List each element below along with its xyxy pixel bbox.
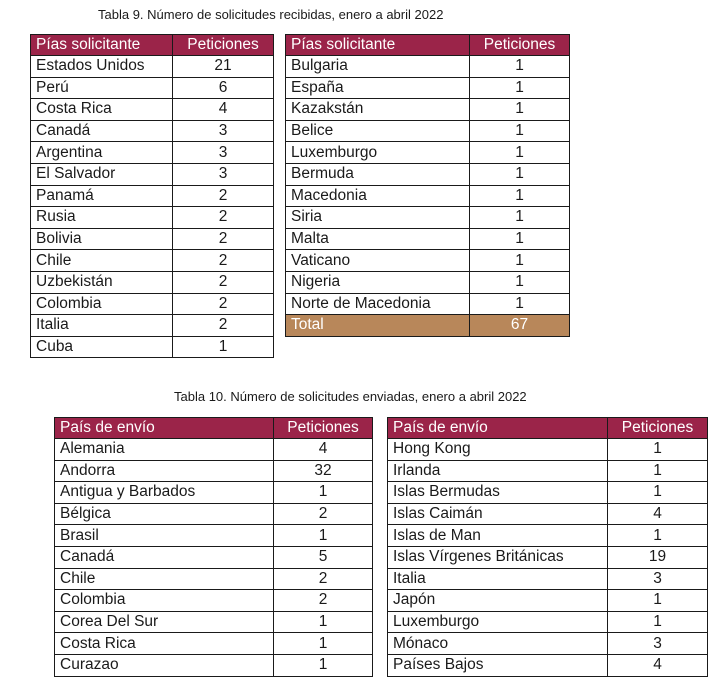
table-row [55, 568, 373, 590]
country-cell: Países Bajos [388, 654, 608, 676]
requests-cell: 21 [173, 56, 274, 78]
table-row [286, 99, 570, 121]
table-row [55, 460, 373, 482]
total-row [286, 315, 570, 337]
country-cell: Islas de Man [388, 525, 608, 547]
table-row [55, 503, 373, 525]
country-cell: Panamá [31, 185, 173, 207]
country-cell: Rusia [31, 207, 173, 229]
table-row [286, 163, 570, 185]
table-row [388, 568, 708, 590]
column-header-requests: Peticiones [274, 418, 373, 439]
country-cell: Uzbekistán [31, 271, 173, 293]
table-row [31, 77, 274, 99]
header-row [286, 35, 570, 56]
requests-cell: 3 [173, 120, 274, 142]
table-row [31, 207, 274, 229]
requests-cell: 1 [274, 654, 373, 676]
table-row [388, 525, 708, 547]
table-row [31, 56, 274, 78]
requests-cell: 1 [470, 185, 570, 207]
requests-cell: 32 [274, 460, 373, 482]
requests-cell: 2 [274, 568, 373, 590]
table-row [286, 250, 570, 272]
requests-cell: 1 [274, 482, 373, 504]
requests-cell: 5 [274, 546, 373, 568]
country-cell: Bolivia [31, 228, 173, 250]
requests-cell: 4 [608, 654, 708, 676]
requests-cell: 1 [274, 611, 373, 633]
requests-cell: 2 [173, 293, 274, 315]
country-cell: Luxemburgo [286, 142, 470, 164]
requests-cell: 1 [470, 271, 570, 293]
country-cell: Andorra [55, 460, 274, 482]
country-cell: Hong Kong [388, 439, 608, 461]
table-row [55, 439, 373, 461]
table-row [55, 482, 373, 504]
table-row [286, 77, 570, 99]
table10-right [387, 417, 708, 677]
table-row [388, 633, 708, 655]
table-row [286, 207, 570, 229]
requests-cell: 2 [274, 590, 373, 612]
requests-cell: 1 [608, 525, 708, 547]
table-row [31, 293, 274, 315]
country-cell: Antigua y Barbados [55, 482, 274, 504]
country-cell: Costa Rica [31, 99, 173, 121]
requests-cell: 3 [608, 633, 708, 655]
requests-cell: 2 [173, 207, 274, 229]
requests-cell: 1 [608, 611, 708, 633]
table-row [286, 120, 570, 142]
table-row [31, 315, 274, 337]
country-cell: Luxemburgo [388, 611, 608, 633]
header-row [388, 418, 708, 439]
country-cell: Islas Bermudas [388, 482, 608, 504]
table-row [31, 271, 274, 293]
country-cell: Curazao [55, 654, 274, 676]
requests-cell: 1 [470, 56, 570, 78]
requests-cell: 4 [608, 503, 708, 525]
column-header-country: País de envío [55, 418, 274, 439]
country-cell: Italia [388, 568, 608, 590]
country-cell: Irlanda [388, 460, 608, 482]
header-row [55, 418, 373, 439]
table-row [31, 142, 274, 164]
table-row [286, 56, 570, 78]
country-cell: Bélgica [55, 503, 274, 525]
country-cell: Japón [388, 590, 608, 612]
country-cell: Alemania [55, 439, 274, 461]
requests-cell: 2 [173, 228, 274, 250]
table-row [55, 633, 373, 655]
country-cell: Argentina [31, 142, 173, 164]
requests-cell: 3 [173, 163, 274, 185]
column-header-country: Pías solicitante [286, 35, 470, 56]
table10-left [54, 417, 373, 677]
country-cell: Canadá [55, 546, 274, 568]
requests-cell: 1 [470, 120, 570, 142]
table-row [388, 503, 708, 525]
requests-cell: 1 [470, 250, 570, 272]
table-row [286, 293, 570, 315]
country-cell: Estados Unidos [31, 56, 173, 78]
country-cell: Bermuda [286, 163, 470, 185]
table-row [286, 142, 570, 164]
requests-cell: 1 [608, 439, 708, 461]
table-row [388, 482, 708, 504]
requests-cell: 1 [608, 590, 708, 612]
table-row [55, 546, 373, 568]
country-cell: Mónaco [388, 633, 608, 655]
column-header-country: País de envío [388, 418, 608, 439]
requests-cell: 2 [173, 250, 274, 272]
table-row [55, 611, 373, 633]
country-cell: El Salvador [31, 163, 173, 185]
requests-cell: 1 [274, 525, 373, 547]
country-cell: Belice [286, 120, 470, 142]
requests-cell: 2 [274, 503, 373, 525]
country-cell: Italia [31, 315, 173, 337]
country-cell: España [286, 77, 470, 99]
column-header-country: Pías solicitante [31, 35, 173, 56]
requests-cell: 1 [470, 293, 570, 315]
country-cell: Kazakstán [286, 99, 470, 121]
column-header-requests: Peticiones [608, 418, 708, 439]
column-header-requests: Peticiones [470, 35, 570, 56]
table-row [286, 228, 570, 250]
table-row [31, 250, 274, 272]
requests-cell: 6 [173, 77, 274, 99]
requests-cell: 19 [608, 546, 708, 568]
requests-cell: 3 [608, 568, 708, 590]
column-header-requests: Peticiones [173, 35, 274, 56]
requests-cell: 3 [173, 142, 274, 164]
table9-caption: Tabla 9. Número de solicitudes recibidas, enero a abril 2022 [98, 7, 444, 22]
table-row [286, 185, 570, 207]
requests-cell: 1 [608, 460, 708, 482]
table-row [55, 590, 373, 612]
table-row [31, 120, 274, 142]
total-label: Total [286, 315, 470, 337]
requests-cell: 2 [173, 271, 274, 293]
country-cell: Colombia [55, 590, 274, 612]
requests-cell: 1 [173, 336, 274, 358]
country-cell: Cuba [31, 336, 173, 358]
table9-right [285, 34, 570, 337]
table-row [388, 460, 708, 482]
table-row [31, 99, 274, 121]
table-row [55, 654, 373, 676]
table-row [31, 228, 274, 250]
country-cell: Islas Vírgenes Británicas [388, 546, 608, 568]
table-row [31, 185, 274, 207]
country-cell: Perú [31, 77, 173, 99]
total-value: 67 [470, 315, 570, 337]
requests-cell: 1 [470, 77, 570, 99]
country-cell: Colombia [31, 293, 173, 315]
table10-caption: Tabla 10. Número de solicitudes enviadas, enero a abril 2022 [174, 389, 527, 404]
table-row [388, 546, 708, 568]
requests-cell: 1 [470, 207, 570, 229]
table-row [286, 271, 570, 293]
table-row [31, 163, 274, 185]
requests-cell: 1 [470, 142, 570, 164]
country-cell: Norte de Macedonia [286, 293, 470, 315]
country-cell: Vaticano [286, 250, 470, 272]
country-cell: Chile [55, 568, 274, 590]
table-row [388, 439, 708, 461]
country-cell: Chile [31, 250, 173, 272]
requests-cell: 1 [470, 163, 570, 185]
requests-cell: 4 [173, 99, 274, 121]
country-cell: Islas Caimán [388, 503, 608, 525]
country-cell: Macedonia [286, 185, 470, 207]
requests-cell: 1 [274, 633, 373, 655]
requests-cell: 1 [608, 482, 708, 504]
country-cell: Corea Del Sur [55, 611, 274, 633]
table9-left [30, 34, 274, 358]
country-cell: Canadá [31, 120, 173, 142]
country-cell: Siria [286, 207, 470, 229]
table-row [31, 336, 274, 358]
requests-cell: 2 [173, 315, 274, 337]
country-cell: Brasil [55, 525, 274, 547]
country-cell: Malta [286, 228, 470, 250]
requests-cell: 1 [470, 99, 570, 121]
country-cell: Costa Rica [55, 633, 274, 655]
table-row [388, 611, 708, 633]
requests-cell: 2 [173, 185, 274, 207]
requests-cell: 1 [470, 228, 570, 250]
country-cell: Nigeria [286, 271, 470, 293]
country-cell: Bulgaria [286, 56, 470, 78]
table-row [388, 590, 708, 612]
table-row [388, 654, 708, 676]
requests-cell: 4 [274, 439, 373, 461]
table-row [55, 525, 373, 547]
header-row [31, 35, 274, 56]
